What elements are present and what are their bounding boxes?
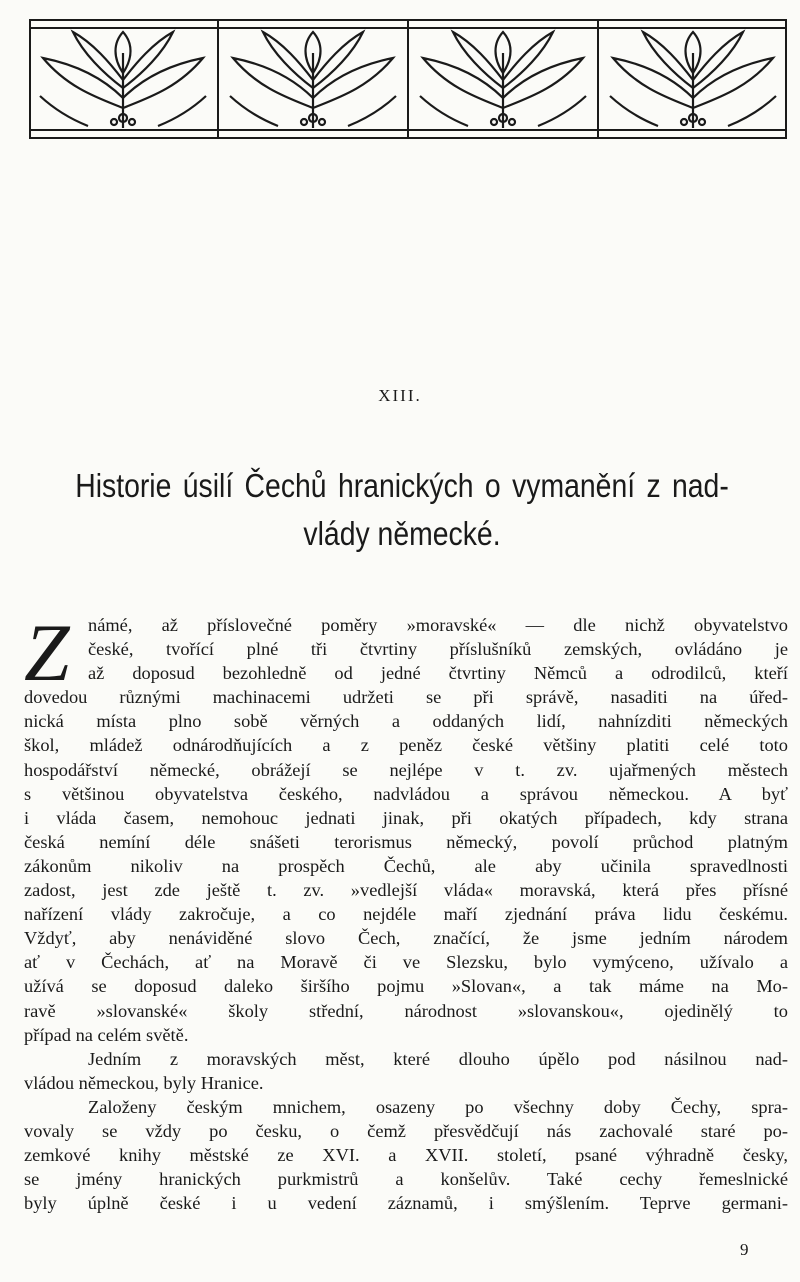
text-line: i vláda časem, nemohouc jednati jinak, při okatých případech, kdy strana <box>24 807 788 828</box>
page-number: 9 <box>740 1240 749 1259</box>
body-lines <box>24 607 788 1215</box>
chapter-title-line-2: vlády německé. <box>303 515 501 552</box>
text-line: byly úplně české i u vedení záznamů, i smýšlením. Teprve germani- <box>24 1193 788 1214</box>
text-line: zadost, jest zde ještě t. zv. »vedlejší vláda« moravská, která přes přísné <box>24 880 788 901</box>
text-line: hospodářství německé, obrážejí se nejlépe v t. zv. ujařmených městech <box>24 759 788 780</box>
text-line: případ na celém světě. <box>24 1024 189 1045</box>
text-line: škol, mládež odnárodňujících a z peněz české většiny platiti celé toto <box>24 735 788 756</box>
text-line: až doposud bezohledně od jedné čtvrtiny Němců a odrodilců, kteří <box>88 663 788 684</box>
chapter-title-line-1: Historie úsilí Čechů hranických o vymanění z nad- <box>75 467 729 504</box>
text-line: české, tvořící plné tři čtvrtiny příslušníků zemských, ovládáno je <box>88 639 788 660</box>
text-line: ravě »slovanské« školy střední, národnost »slovanskou«, ojedinělý to <box>24 1000 788 1021</box>
text-line: Vždyť, aby nenáviděné slovo Čech, značící, že jsme jedním národem <box>24 928 788 949</box>
text-line: Založeny českým mnichem, osazeny po všechny doby Čechy, spra- <box>88 1096 788 1117</box>
text-line: nařízení vlády zakročuje, a co nejdéle maří zjednání práva lidu českému. <box>24 904 788 925</box>
chapter-title <box>75 462 729 558</box>
text-line: užívá se doposud daleko širšího pojmu »Slovan«, a tak máme na Mo- <box>24 976 788 997</box>
text-line: Jedním z moravských měst, které dlouho úpělo pod násilnou nad- <box>88 1048 788 1069</box>
text-line: nická místa plno sobě věrných a oddaných lidí, nahnízditi německých <box>24 711 788 732</box>
floral-ornament-header <box>28 18 788 140</box>
text-line: se jmény hranických purkmistrů a konšelův. Také cechy řemeslnické <box>24 1169 788 1190</box>
text-line: dovedou různými machinacemi udržeti se při správě, nasaditi na úřed- <box>24 687 788 708</box>
text-line: vovaly se vždy po česku, o čemž přesvědčují nás zachovalé staré po- <box>24 1120 788 1141</box>
text-line: česká nemíní déle snášeti terorismus německý, povolí průchod platným <box>24 831 788 852</box>
body-text <box>24 607 788 1215</box>
text-line: ať v Čechách, ať na Moravě či ve Slezsku, bylo vymýceno, užívalo a <box>24 952 788 973</box>
text-line: námé, až příslovečné poměry »moravské« — dle nichž obyvatelstvo <box>88 615 788 635</box>
text-line: zemkové knihy městské ze XVI. a XVII. století, psané výhradně česky, <box>24 1145 788 1166</box>
drop-cap: Z <box>24 607 70 698</box>
text-line: vládou německou, byly Hranice. <box>24 1072 264 1093</box>
text-line: zákonům nikoliv na prospěch Čechů, ale aby učinila spravedlnosti <box>24 855 788 876</box>
text-line: s většinou obyvatelstva českého, nadvládou a správou německou. A byť <box>24 783 788 804</box>
chapter-number: XIII. <box>378 386 422 405</box>
